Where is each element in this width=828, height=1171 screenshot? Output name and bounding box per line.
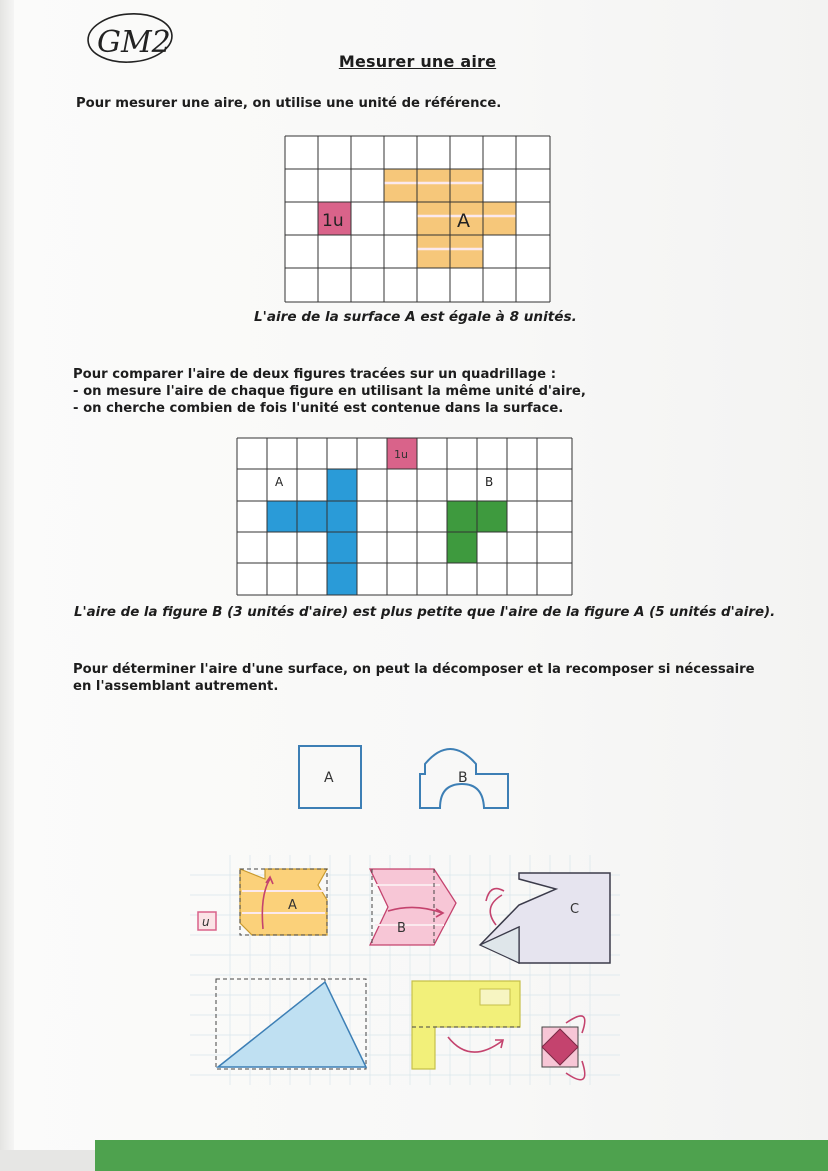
caption-2: L'aire de la figure B (3 unités d'aire) est plus petite que l'aire de la figure A (5 unités d'aire). — [74, 605, 776, 620]
caption-1: L'aire de la surface A est égale à 8 unités. — [254, 309, 577, 325]
intro-text: Pour mesurer une aire, on utilise une unité de référence. — [76, 96, 502, 111]
bottom-green-strip — [95, 1140, 828, 1171]
decomposition-illustrations — [190, 855, 620, 1085]
compare-line-2: - on mesure l'aire de chaque figure en utilisant la même unité d'aire, — [73, 384, 586, 399]
piece-c-label: C — [570, 902, 580, 917]
figure-a-label: A — [457, 210, 470, 232]
compare-line-1: Pour comparer l'aire de deux figures tracées sur un quadrillage : — [73, 367, 556, 382]
piece-b-label: B — [397, 921, 406, 936]
figure-b-label-2: B — [485, 475, 494, 489]
outline-label-a: A — [324, 770, 334, 786]
decompose-line-2: en l'assemblant autrement. — [73, 679, 279, 694]
figure-a-label-2: A — [275, 475, 284, 489]
page-edge-shadow — [0, 0, 14, 1171]
outline-label-b: B — [458, 770, 468, 786]
page-title: Mesurer une aire — [338, 52, 497, 71]
unit-u-label: u — [202, 915, 210, 929]
bottom-edge-shadow — [0, 1150, 95, 1171]
grid-1 — [285, 136, 550, 302]
compare-line-3: - on cherche combien de fois l'unité est contenue dans la surface. — [73, 401, 564, 416]
unit-label-2: 1u — [394, 448, 408, 461]
outline-shapes — [290, 740, 520, 815]
grid-2 — [237, 438, 572, 595]
logo-text: GM2 — [97, 25, 171, 60]
piece-a-label: A — [288, 898, 297, 913]
decompose-line-1: Pour déterminer l'aire d'une surface, on peut la décomposer et la recomposer si nécessaire — [73, 662, 755, 677]
unit-label: 1u — [322, 211, 344, 231]
piece-a-shape — [240, 869, 327, 935]
